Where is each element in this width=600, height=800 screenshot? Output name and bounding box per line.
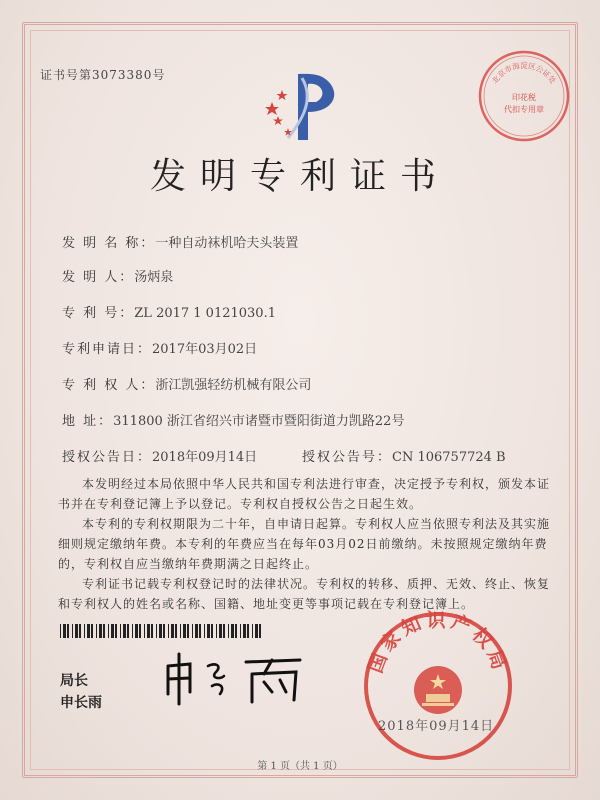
stamp-line2: 代扣专用章 — [504, 105, 544, 114]
inventor: 汤炳泉 — [134, 270, 174, 285]
seal-text: 国家知识产权局 — [364, 609, 512, 677]
address: 311800 浙江省绍兴市诸暨市暨阳街道力凯路22号 — [113, 414, 405, 429]
stamp-top-text: 北京市海淀区公证处 — [490, 61, 558, 86]
seal-date: 2018年09月14日 — [378, 719, 495, 734]
invention-name: 一种自动袜机哈夫头装置 — [155, 236, 299, 251]
patentee-row — [62, 374, 311, 393]
invention-name-row — [62, 232, 298, 251]
tax-stamp — [476, 48, 572, 144]
stamp-line1: 印花税 — [512, 93, 536, 102]
signature-title: 局长 — [60, 673, 88, 689]
inventor-label: 发 明 人： — [62, 270, 135, 285]
page-number: 第 1 页（共 1 页） — [257, 761, 343, 772]
inventor-row — [62, 266, 173, 285]
grant-no-row — [302, 446, 506, 465]
certificate-number: 证书号第3073380号 — [40, 68, 166, 82]
terms-paragraph-3: 专利证书记载专利权登记时的法律状况。专利权的转移、质押、无效、终止、恢复和专利权人的姓名或名称、国籍、地址变更等事项记载在专利登记簿上。 — [58, 577, 551, 611]
signature-name: 申长雨 — [60, 695, 102, 711]
patentee-label: 专 利 权 人： — [62, 378, 156, 393]
barcode-icon — [60, 624, 266, 638]
patent-no-row — [62, 302, 276, 321]
official-seal — [360, 608, 516, 764]
svg-text:国家知识产权局 — [365, 608, 512, 676]
patent-office-logo-icon — [258, 68, 348, 148]
patent-no-label: 专 利 号： — [62, 306, 135, 321]
filing-date: 2017年03月02日 — [152, 342, 258, 357]
handwritten-signature — [160, 648, 310, 708]
filing-date-row — [62, 338, 257, 357]
terms-text — [58, 474, 552, 614]
terms-paragraph-1: 本发明经过本局依照中华人民共和国专利法进行审查，决定授予专利权，颁发本证书并在专利登记簿上予以登记。专利权自授权公告之日起生效。 — [58, 477, 551, 511]
certificate-title: 发明专利证书 — [149, 156, 450, 197]
grant-date: 2018年09月14日 — [152, 450, 258, 465]
grant-no-label: 授权公告号： — [302, 450, 393, 465]
grant-date-label: 授权公告日： — [62, 450, 153, 465]
invention-name-label: 发 明 名 称： — [62, 236, 156, 251]
patent-no: ZL 2017 1 0121030.1 — [134, 306, 276, 321]
grant-date-row — [62, 446, 257, 465]
address-row — [62, 410, 404, 429]
filing-date-label: 专利申请日： — [62, 342, 153, 357]
address-label: 地 址： — [62, 414, 114, 429]
grant-no: CN 106757724 B — [392, 450, 506, 465]
patentee: 浙江凯强轻纺机械有限公司 — [155, 378, 312, 393]
terms-paragraph-2: 本专利的专利权期限为二十年，自申请日起算。专利权人应当依照专利法及其实施细则规定缴纳年费。本专利的年费应当在每年03月02日前缴纳。未按照规定缴纳年费的，专利权自应当缴纳年费期满之日起终止。 — [58, 517, 551, 571]
